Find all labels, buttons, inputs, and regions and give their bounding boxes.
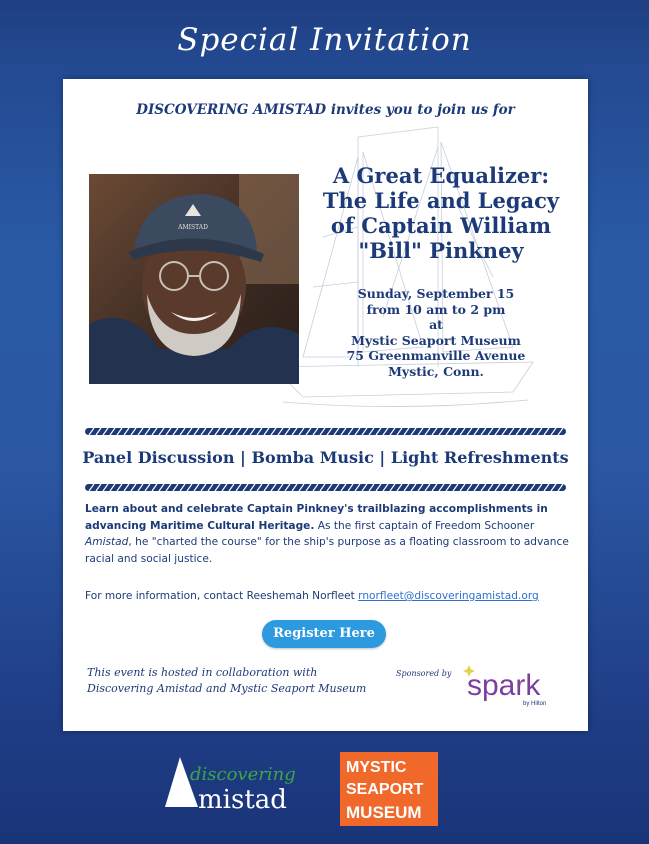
event-street: 75 Greenmanville Avenue <box>346 348 526 364</box>
spark-logo <box>463 663 563 709</box>
event-time: from 10 am to 2 pm <box>366 301 506 317</box>
event-title-line: of Captain William <box>330 213 552 238</box>
description-ship-name: Amistad <box>85 536 129 548</box>
invitation-card <box>63 79 588 731</box>
event-details <box>321 286 551 380</box>
cap-text: AMISTAD <box>178 224 208 231</box>
spark-subtext: by Hilton <box>523 701 547 707</box>
event-title-line: "Bill" Pinkney <box>358 238 524 263</box>
event-title-line: A Great Equalizer: <box>332 163 550 188</box>
spark-wordmark: spark <box>467 669 541 702</box>
description-text: As the first captain of Freedom Schooner <box>314 519 535 532</box>
discovering-amistad-logo <box>160 752 310 817</box>
activities-line: Panel Discussion | Bomba Music | Light Refreshments <box>82 448 569 467</box>
sponsored-label: Sponsored by <box>396 669 452 678</box>
event-description <box>85 501 570 567</box>
mystic-logo-line: SEAPORT <box>346 781 424 798</box>
contact-text: For more information, contact Reeshemah Norfleet <box>85 590 359 602</box>
description-bold: Learn about and celebrate Captain Pinkney's trailblazing accomplishments in advancing Maritime Cultural Heritage. <box>85 503 548 532</box>
collaboration-note <box>87 665 387 697</box>
captain-photo <box>89 174 299 384</box>
mystic-logo-line: MUSEUM <box>346 803 422 822</box>
event-venue: Mystic Seaport Museum <box>351 332 521 348</box>
invite-line: DISCOVERING AMISTAD invites you to join us for <box>136 102 515 118</box>
mystic-seaport-logo <box>340 752 438 826</box>
contact-line <box>85 590 570 602</box>
event-city: Mystic, Conn. <box>388 363 484 379</box>
event-title <box>311 163 571 263</box>
collab-line: This event is hosted in collaboration with <box>87 666 318 679</box>
register-button[interactable]: Register Here <box>262 620 386 648</box>
logo-amistad: mistad <box>198 785 287 815</box>
rope-divider-bottom <box>85 483 566 492</box>
event-date: Sunday, September 15 <box>357 286 515 301</box>
collab-line: Discovering Amistad and Mystic Seaport Museum <box>87 682 367 695</box>
rope-divider-top <box>85 427 566 436</box>
mystic-logo-line: MYSTIC <box>346 759 407 776</box>
description-text-end: , he "charted the course" for the ship's purpose as a floating classroom to advance racial and social justice. <box>85 536 569 565</box>
event-title-line: The Life and Legacy <box>322 188 560 213</box>
page-title: Special Invitation <box>177 22 472 58</box>
event-at: at <box>429 317 443 333</box>
logo-discovering: discovering <box>190 764 296 785</box>
contact-email-link[interactable]: rnorfleet@discoveringamistad.org <box>358 590 539 602</box>
